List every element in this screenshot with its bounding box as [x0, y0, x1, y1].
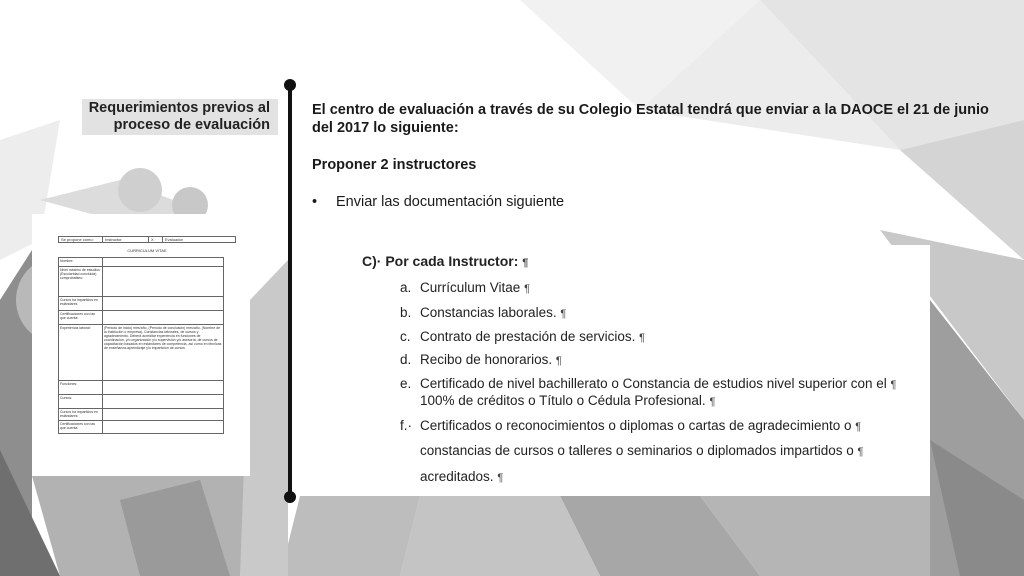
item-text: acreditados. [420, 469, 494, 484]
form-row-label: Cursos: [59, 395, 103, 408]
form-row [59, 381, 223, 395]
form-row-label: Funciones: [59, 381, 103, 394]
form-row-label: Certificaciones con las que cuenta: [59, 311, 103, 324]
item-letter: a. [400, 280, 412, 295]
form-row [59, 258, 223, 267]
intro-text: El centro de evaluación a través de su Colegio Estatal tendrá que enviar a la DAOCE el 21 de junio del 2017 lo siguiente: [312, 102, 989, 136]
main-text [312, 101, 992, 211]
form-header-cell: Se propone como: [59, 237, 103, 242]
item-letter: d. [400, 352, 412, 367]
pilcrow-icon: ¶ [560, 308, 567, 320]
pilcrow-icon: ¶ [497, 472, 504, 484]
form-header-cell: Instructor [103, 237, 149, 242]
bullet-item [312, 193, 992, 211]
form-row-value [103, 311, 223, 324]
form-row-label: Nivel máximo de estudios (Escolaridad concluida) comprobables: [59, 267, 103, 296]
item-letter: e. [400, 376, 412, 391]
bullet-text: Enviar las documentación siguiente [336, 194, 565, 210]
pilcrow-icon: ¶ [555, 355, 562, 367]
item-text: Certificados o reconocimientos o diplomas o cartas de agradecimiento o [420, 418, 852, 433]
slide-title: Requerimientos previos al proceso de evaluación [88, 100, 270, 133]
form-row-value [103, 421, 223, 433]
pilcrow-icon: ¶ [522, 257, 529, 269]
bullet-symbol: • [312, 194, 318, 210]
item-text: 100% de créditos o Título o Cédula Profesional. [420, 393, 706, 408]
pilcrow-icon: ¶ [524, 283, 530, 295]
timeline-line [288, 84, 292, 496]
propose-text: Proponer 2 instructores [312, 157, 477, 173]
form-row-label: Cursos ha impartidos en estándares [59, 297, 103, 310]
form-header-cell: Evaluador [165, 237, 184, 242]
pilcrow-icon: ¶ [639, 332, 646, 344]
form-header [58, 236, 236, 243]
instructor-document [326, 245, 930, 496]
item-text: Recibo de honorarios. [420, 352, 553, 367]
pilcrow-icon: ¶ [709, 396, 716, 408]
doc-title-text: C)· Por cada Instructor: [362, 253, 519, 269]
timeline-dot-top [284, 79, 296, 91]
item-text: Constancias laborales. [420, 305, 557, 320]
item-letter: f.· [400, 418, 412, 433]
form-row [59, 409, 223, 421]
form-row-value [103, 267, 223, 296]
form-row-value [103, 395, 223, 408]
form-row-value [103, 409, 223, 420]
form-row [59, 395, 223, 409]
form-row [59, 267, 223, 297]
item-letter: b. [400, 305, 412, 320]
form-cv-title: CURRICULUM VITAE [127, 248, 167, 253]
form-row-label: Nombre: [59, 258, 103, 266]
pilcrow-icon: ¶ [890, 379, 897, 391]
doc-title [362, 253, 528, 269]
form-table [58, 257, 224, 434]
form-row [59, 311, 223, 325]
item-letter: c. [400, 329, 411, 344]
item-text: constancias de cursos o talleres o seminarios o diplomados impartidos o [420, 443, 854, 458]
form-row-value [103, 381, 223, 394]
cv-form-thumbnail [32, 214, 250, 476]
pilcrow-icon: ¶ [855, 421, 862, 433]
form-row [59, 421, 223, 433]
form-row [59, 325, 223, 381]
pilcrow-icon: ¶ [857, 446, 864, 458]
form-row-value: (Periodo de inicio) mes/año, (Periodo de conclusión) mes/año. (Nombre de la Institución o empresa), Constancias laborales, de cursos y agradecimiento. Deberá acreditar experiencia en funciones de coordinación, y/o organización y/o supervisión y/o asesoría, de cursos de capacitación basados en estándares de competencia, así como en técnicas de enseñanza-aprendizaje y/o impartición de cursos [104, 326, 222, 350]
form-header-cell: X [149, 237, 163, 242]
timeline-dot-bottom [284, 491, 296, 503]
item-text: Currículum Vitae [420, 280, 521, 295]
item-text: Contrato de prestación de servicios. [420, 329, 636, 344]
form-row-label: Experiencia laboral: [59, 325, 103, 380]
form-row-value [103, 297, 223, 310]
form-row [59, 297, 223, 311]
form-row-value [103, 258, 223, 266]
form-row-label: Cursos ha impartidos en estándares: [59, 409, 103, 420]
item-text: Certificado de nivel bachillerato o Constancia de estudios nivel superior con el [420, 376, 887, 391]
form-row-label: Certificaciones con las que cuenta: [59, 421, 103, 433]
